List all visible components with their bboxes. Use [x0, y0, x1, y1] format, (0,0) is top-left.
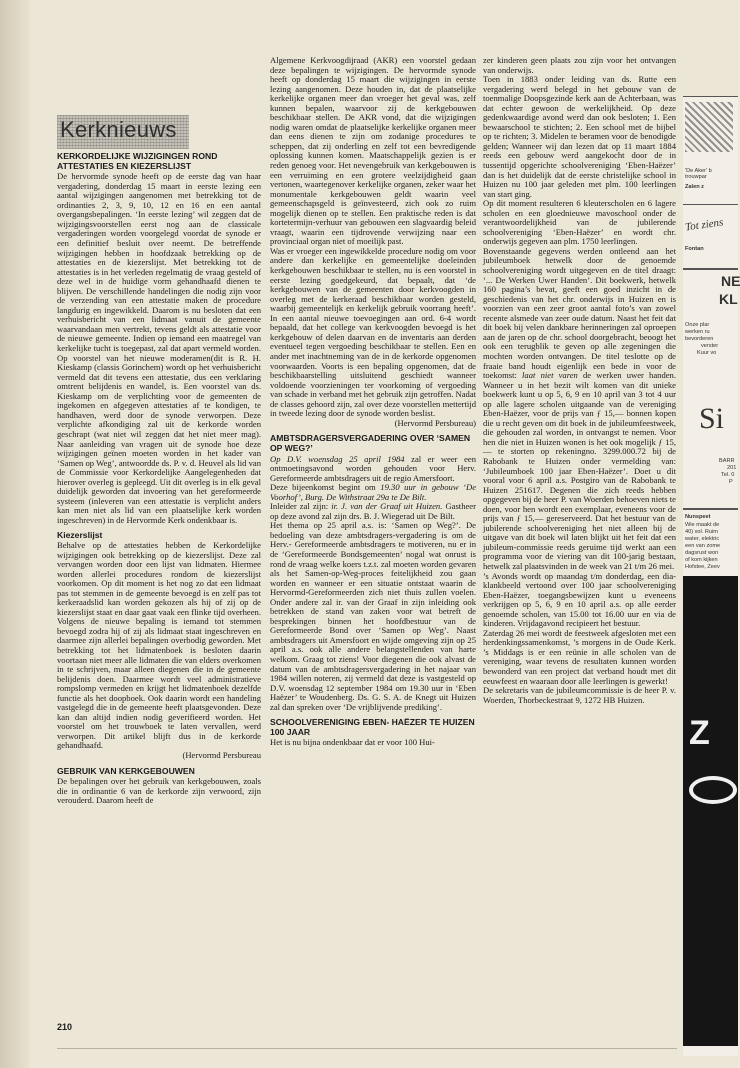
article-paragraph: De bepalingen over het gebruik van kerkgebouwen, zoals die in ordinantie 6 van de kerkorde zijn verwoord, zijn verouderd. Daarom heeft de	[57, 776, 261, 806]
ad-text: 201	[727, 465, 737, 471]
ad-text: 40) vol. Ruim	[685, 529, 718, 535]
article-heading-schoolvereniging: SCHOOLVERENIGING EBEN- HAËZER TE HUIZEN 100 JAAR	[270, 717, 475, 737]
article-paragraph: Op dit moment resulteren 6 kleuterscholen en 6 lagere scholen en een gloednieuwe mavoschool onder de verantwoordelijkheid van de jubilerende schoolvereniging ‘Eben-Haëzer’ en wordt chr. onderwijs gegeven aan plm. 1750 leerlingen.	[483, 198, 676, 247]
adjacent-page-ads	[683, 96, 738, 1056]
ad-text: Tel. 0	[721, 472, 735, 478]
ad-text: P	[729, 479, 733, 485]
ad-text: Zalen z	[685, 184, 704, 190]
emphasis-date: Op D.V. woensdag 25 april 1984	[270, 453, 405, 464]
text: Gastheer op deze avond zal zijn drs. B. J. Wiegerad uit De Bilt.	[270, 501, 476, 521]
column-2	[270, 56, 476, 748]
ad-title: Nunspeet	[685, 514, 711, 520]
ad-headline: Si	[699, 402, 725, 435]
article-paragraph: Het is nu bijna ondenkbaar dat er voor 100 Hui-	[270, 737, 435, 748]
ad-text: 'De Aker' b	[685, 168, 712, 174]
column-3	[483, 56, 676, 705]
page-binding-shadow	[0, 0, 30, 1068]
subheading-kiezerslijst: Kiezerslijst	[57, 530, 103, 541]
ad-text: trouwpar	[685, 174, 707, 180]
article-paragraph: ’s Avonds wordt op maandag t/m donderdag, een dia-klankbeeld vertoond over 100 jaar schoolvereniging Eben-Haëzer, toegangsbewijzen kunt u eveneens verkrijgen op 5, 6, 9 en 10 april a.s. op alle eerder genoemde scholen, van 15.00 tot 16.00 uur en via de kinderen. Vrijdagavond recipieert het bestuur.	[483, 570, 676, 629]
ad-divider	[683, 204, 738, 205]
source-credit: (Hervormd Persbureau)	[394, 417, 476, 428]
ad-text: of kom kijken	[685, 557, 718, 563]
article-heading-kerkordelijke-wijzigingen: KERKORDELIJKE WIJZIGINGEN ROND ATTESTATIES EN KIEZERSLIJST	[57, 151, 218, 171]
ad-text: water, elektric	[685, 536, 720, 542]
ad-text: Kuur vo	[697, 350, 717, 356]
ad-script-text: Tot ziens	[684, 216, 725, 234]
ad-text: werken ru	[685, 329, 710, 335]
text: Deze bijeenkomst begint om	[270, 482, 381, 493]
ad-text: Hofstee, Zeev	[685, 564, 720, 570]
article-paragraph: De sekretaris van de jubileumcommissie is de heer P. v. Woerden, Thorbeckestraat 9, 1272 HB Huizen.	[483, 685, 676, 705]
ad-text: Fontan	[685, 246, 704, 252]
article-paragraph	[270, 483, 476, 502]
text: zal er weer een ontmoetingsavond worden gehouden voor Herv. Gereformeerde ambtsdragers uit de regio Amersfoort.	[270, 453, 476, 483]
article-paragraph: Toen in 1883 onder leiding van ds. Rutte een vergadering werd belegd in het gebouw van de toenmalige Doopsgezinde kerk aan de Achterbaan, was dat echter gewoon de werkelijkheid. Op deze gedenkwaardige avond werd dan ook besloten; 1. Een bewaarschool te stichten; 2. Een school met de bijbel op te richten; 3. Midelen te beramen voor de benodigde gelden; Wanneer wij dan lezen dat op 11 maart 1884 reeds een gebouw werd aangekocht door de in tussentijd opgerichte schoolvereniging ‘Eben-Haëzer’ dan is het duidelijk dat de eerste christelijke school in Huizen nu 100 jaar geleden met plm. 100 leerlingen van start ging.	[483, 74, 676, 199]
page-number: 210	[57, 1022, 73, 1032]
footer-rule	[57, 1048, 677, 1049]
emphasis-location: 19.30 uur in gebouw ‘De Voorhof’, Burg. De Withstraat 29a te De Bilt.	[270, 482, 477, 502]
article-paragraph: Behalve op de attestaties hebben de Kerkordelijke wijzigingen ook betrekking op de kiezerslijst. Deze zal vervangen worden door een lijst van lidmaten. Hiermee worden allerlei procedures rondom de kiezerslijst voorkomen. Op dit moment is het nog zo dat een lidmaat pas tot stemmen in de gemeente bevoegd is en zelf pas tot kerkeraadslid kan worden gekozen als hij of zij op de kiezerslijst staat en daar gaat vaak een flinke tijd overheen. Volgens de nieuwe bepaling is iemand tot stemmen bevoegd zodra hij of zij als lidmaat staat ingeschreven en daarmee zijn allerlei bepalingen overbodig geworden. Met betrekking tot het lidmatenboek is besloten daarin voortaan niet meer alle lidmaten die van elders overkomen in te schrijven, maar alleen diegenen die in de gemeente belijdenis doen. Daarmee wordt veel administratieve rompslomp vermeden en krijgt het lidmatenboek dezelfde functie als het doopboek. Ook daarin wordt een handeling vastgelegd die in de gemeente heeft plaatsgevonden. Deze kan dan altijd indien nodig geverifieerd worden. Het voorstel om het trouwboek te laten vervallen, werd verworpen. Dit artikel blijft dus in de kerkorde gehandhaafd.	[57, 539, 261, 751]
text: de werken uwer handen. Wanneer u in het bezit wilt komen van dit unieke boekwerk kunt u op 5, 6, 9 en 10 april van 3 tot 4 uur op alle lagere scholen uitgaande van de vereniging Eben-Haëzer, voor de prijs van ƒ 15,— bonnen kopen die u recht geven om dit boek in de jubileumfeestweek, die gehouden zal worden, in ontvangst te nemen. Voor hen die niet in Huizen wonen is het ook mogelijk ƒ 15,— te storten op rekeningno. 3299.000.72 bij de Rabobank te Huizen onder vermelding van: ‘Jubileumboek 100 jaar Eben-Haëzer’. Doet u dit vooral voor 6 april a.s. Postgiro van de Rabobank te Huizen 251617. Degenen die zich reeds hebben opgegeven bij de heer P. van Woerden behoeven niets te doen, voor hen wordt een exemplaar, eveneens voor de prijs van ƒ 15,— gereserveerd. Dat het bestuur van de jubilerende schoolvereniging het niet alleen bij de uitgave van dit boek wil laten blijkt uit het feit dat een jubileum-commissie reeds geruime tijd werkt aan een programma voor de viering van dit 100-jarig bestaan, hetwelk zal plaatsvinden in de week van 21 t/m 26 mei.	[483, 370, 676, 571]
article-paragraph: zer kinderen geen plaats zou zijn voor het ontvangen van onderwijs.	[483, 55, 676, 75]
hotel-illustration	[685, 102, 733, 152]
ad-headline: NE	[721, 273, 740, 289]
article-paragraph	[270, 502, 476, 521]
article-heading-ambtsdragersvergadering: AMBTSDRAGERSVERGADERING OVER ‘SAMEN OP WEG?’	[270, 433, 471, 453]
article-paragraph	[270, 455, 476, 484]
article-heading-gebruik-kerkgebouwen: GEBRUIK VAN KERKGEBOUWEN	[57, 765, 195, 776]
ad-shape	[689, 776, 737, 804]
text: Bovenstaande gegevens werden ontleend aan het jubileumboek hetwelk door de genoemde schoolvereniging wordt uitgegeven en de titel draagt: ‘... De Werken Uwer Handen’. Dit boekwerk, hetwelk 160 pagina’s bevat, geeft een goed inzicht in de geschiedenis van het chr. onderwijs in Huizen en is voorzien van een zeer groot aantal foto’s van zowel recente alsmede van zeer oude datum. Naast het feit dat dit boek bij velen dankbare herinneringen zal oproepen aan de jaren op de chr. school doorgebracht, beoogt het ook een terugblik te geven op alle zegeningen die mochten worden ontvangen. De titel teslotte op de fraaie band houdt eigenlijk een bede in voor de toekomst:	[483, 245, 676, 381]
article-paragraph: Het thema op 25 april a.s. is: ‘Samen op Weg?’. De bedoeling van deze ambtsdragers-vergadering is om de Herv.- Gereformeerde ambtsdragers te motiveren, nu er in de ‘Gereformeerde Bondsgemeenten’ nogal wat onrust is rond de vraag welke koers t.z.t. zal moeten worden gevaren als het Samen-op-Weg-proces feitelijkheid zou gaan worden en wanneer er een situatie ontstaat waarin de Hervormd-Gereformeerden zich niet thuis zullen voelen. Onder andere zal ir. van der Graaf in zijn inleiding ook betrekken de stand van zaken voor wat betreft de besprekingen binnen het hoofdbestuur van de Gereformeerde Bond over ‘Samen op Weg’. Naast ambtsdragers uit Amersfoort en wijde omgeving zijn op 25 april a.s. ook alle andere belangstellenden van harte welkom. Graag tot ziens! Voor diegenen die ook alvast de datum van de ambtsdragersvergadering in het najaar van 1984 willen noteren, zij vermeld dat deze is vastgesteld op D.V. woensdag 12 september 1984 om 19.30 uur in ‘Eben Haëzer’ te Woudenberg. Ds. G. S. A. de Knegt uit Huizen zal dan spreken over ‘De vrijblijvende prediking’.	[270, 520, 476, 712]
emphasis-motto: laat niet varen	[522, 370, 578, 381]
ad-text: dagsrust won	[685, 550, 719, 556]
section-banner	[57, 115, 189, 149]
text: Inleider zal zijn:	[270, 501, 332, 512]
ad-divider	[683, 508, 738, 510]
ad-text: Onze plar	[685, 322, 710, 328]
ad-text: bevorderen	[685, 336, 714, 342]
ad-text: verster	[701, 343, 719, 349]
ad-text: Wie maakt de	[685, 522, 720, 528]
ad-text: BARR	[719, 458, 735, 464]
dark-advertisement	[683, 576, 738, 1046]
column-1	[57, 152, 261, 806]
ad-divider	[683, 96, 738, 97]
article-paragraph	[483, 247, 676, 572]
ad-text: een van zome	[685, 543, 721, 549]
ad-headline: KL	[719, 291, 738, 307]
source-credit: (Hervormd Persbureau	[182, 750, 261, 760]
article-paragraph: Zaterdag 26 mei wordt de feestweek afgesloten met een herdenkingssamenkomst, ’s morgens in de Oude Kerk. ’s Middags is er een reünie in alle scholen van de vereniging, waar tevens de resultaten kunnen worden bewonderd van een project dat verband houdt met dit eeuwfeest en waaraan door alle leerlingen is gewerkt!	[483, 627, 676, 686]
article-paragraph: De hervormde synode heeft op de eerste dag van haar vergadering, donderdag 15 maart in eerste lezing een aantal wijzigingen aangenomen met betrekking tot de ordinanties 2, 3, 9, 10, 12 en 16 en een aantal overgangsbepalingen. ‘In eerste lezing’ wil zeggen dat de wijzigingsvoorstellen eerst nog aan de classicale vergaderingen worden voorgelegd voordat de synode er een definitief besluit over neemt. De betreffende wijzigingen hebben in hoofdzaak betrekking op de attestaties en de kiezerslijst. Met betrekking tot de attestaties is in het verleden regelmatig de vraag gesteld of deze wel in de huidige vorm gehandhaafd dienen te blijven. De verschillende handelingen die nodig zijn voor de verzending van een attestatie maken de procedure langdurig en ingewikkeld. Daarom is nu besloten dat een verhuisbericht van een lidmaat vanuit de gemeente waarvandaan men vertrekt, tevens geldt als attestatie voor de nieuwe gemeente. Indien op iemand een maatregel van kerkelijke tucht is toegepast, zal dat apart vermeld worden. Op voorstel van het nieuwe moderamen(dit is R. H. Kieskamp (classis Gorinchem) wordt op het verhuisbericht vermeld dat dit tevens een attestatie, dus een verklaring omtrent belijdenis en wandel, is. Een voorstel van ds. Kieskamp om de verplichting voor de gemeenten de ingekomen en afgegeven attestaties af te kondigen, te handhaven, werd door de synode verworpen. Deze verplichte afkondiging zal uit de kerkorde worden geschrapt (wat niet wil zeggen dat het niet meer mag). Naar aanleiding van vragen uit de synode hoe deze wijzigingen geïnen moeten worden in het kader van ‘Samen op Weg’, antwoordde ds. P. v. d. Heuvel als lid van de Commissie voor Kerkordelijke Aangelegenheden dat hierover overleg is gepleegd. Uit dit overleg is in elk geval duidelijk geworden dat invoering van het gereformeerde systeem (inleveren van een attestatie is verplicht anders kan men niet als lid van een plaatselijke kerk worden ingeschreven) in de Hervormde Kerk ondenkbaar is.	[57, 171, 261, 525]
ad-large-letter: Z	[689, 714, 710, 752]
ad-divider	[683, 268, 738, 270]
emphasis-speaker: ir. J. van der Graaf uit Huizen.	[331, 501, 443, 512]
section-title: Kerknieuws	[60, 117, 177, 142]
article-paragraph: Was er vroeger een ingewikkelde procedure nodig om voor andere dan kerkelijke en gemeentelijke doeleinden kerkgebouwen beschikbaar te stellen, nu is een voorstel in eerste lezing goedgekeurd, dat bepaalt, dat ‘de kerkgebouwen van de gemeenten door kerkvoogden in overleg met de kerkeraad beschikbaar worden gesteld, waarbij gemeentelijk en kerkelijk gebruik voorrang heeft’. In een aantal nieuwe toevoegingen aan ord. 6-4 wordt bepaald, dat het college van kerkvoogden bevoegd is het kerkgebouw of delen daarvan en de inventaris aan derden eventueel tegen vergoeding beschikbaar te stellen. Een en ander met inachtneming van de in de kerkorde opgenomen voorwaarden. Voorts is een bepaling opgenomen, dat de beschikbaarstelling uitsluitend geschiedt wanneer voldoende voorzieningen ter voorkoming of vergoeding van schade in verband met het gebruik zijn getroffen. Nadat de classes gehoord zijn, zal over deze voorstellen mettertijd in tweede lezing door de synode worden beslist.	[270, 245, 477, 419]
article-paragraph: Algemene Kerkvoogdijraad (AKR) een voorstel gedaan deze bepalingen te wijzigingen. De hervormde synode heeft op donderdag 15 maart die wijzigingen in eerste lezing aangenomen. Deze houden in, dat de plaatselijke kerkelijke organen meer dan vroeger het geval was, zelf kunnen bepalen, waarvoor zij de kerkgebouwen beschikbaar stellen. De AKR vond, dat die wijzigingen nodig waren omdat de plaatselijke kerkelijke organen meer dan eens dienen te zijn om zodanige procedures te scheppen, dat zij onderling en zelf tot een bevredigende oplossing kunnen komen. Maatschappelijk gezien is er reden genoeg voor. Het nevengebruik van kerkgebouwen is een verruiming en een grotere veelzijdigheid gaan vertonen, waartegenover kerkelijke organen, zeker waar het monumentale kerkgebouwen geldt waarin veel gemeenschapsgeld is geïnvesteerd, zich ook zo ruim mogelijk dienen op te stellen. Een praktische reden is dat kortetermijn-verhuur van gebouwen een slagvaardig beleid vraagt, waarin een tijdrovende verwijzing naar een provinciaal organ niet of moeilijk past.	[270, 55, 476, 247]
